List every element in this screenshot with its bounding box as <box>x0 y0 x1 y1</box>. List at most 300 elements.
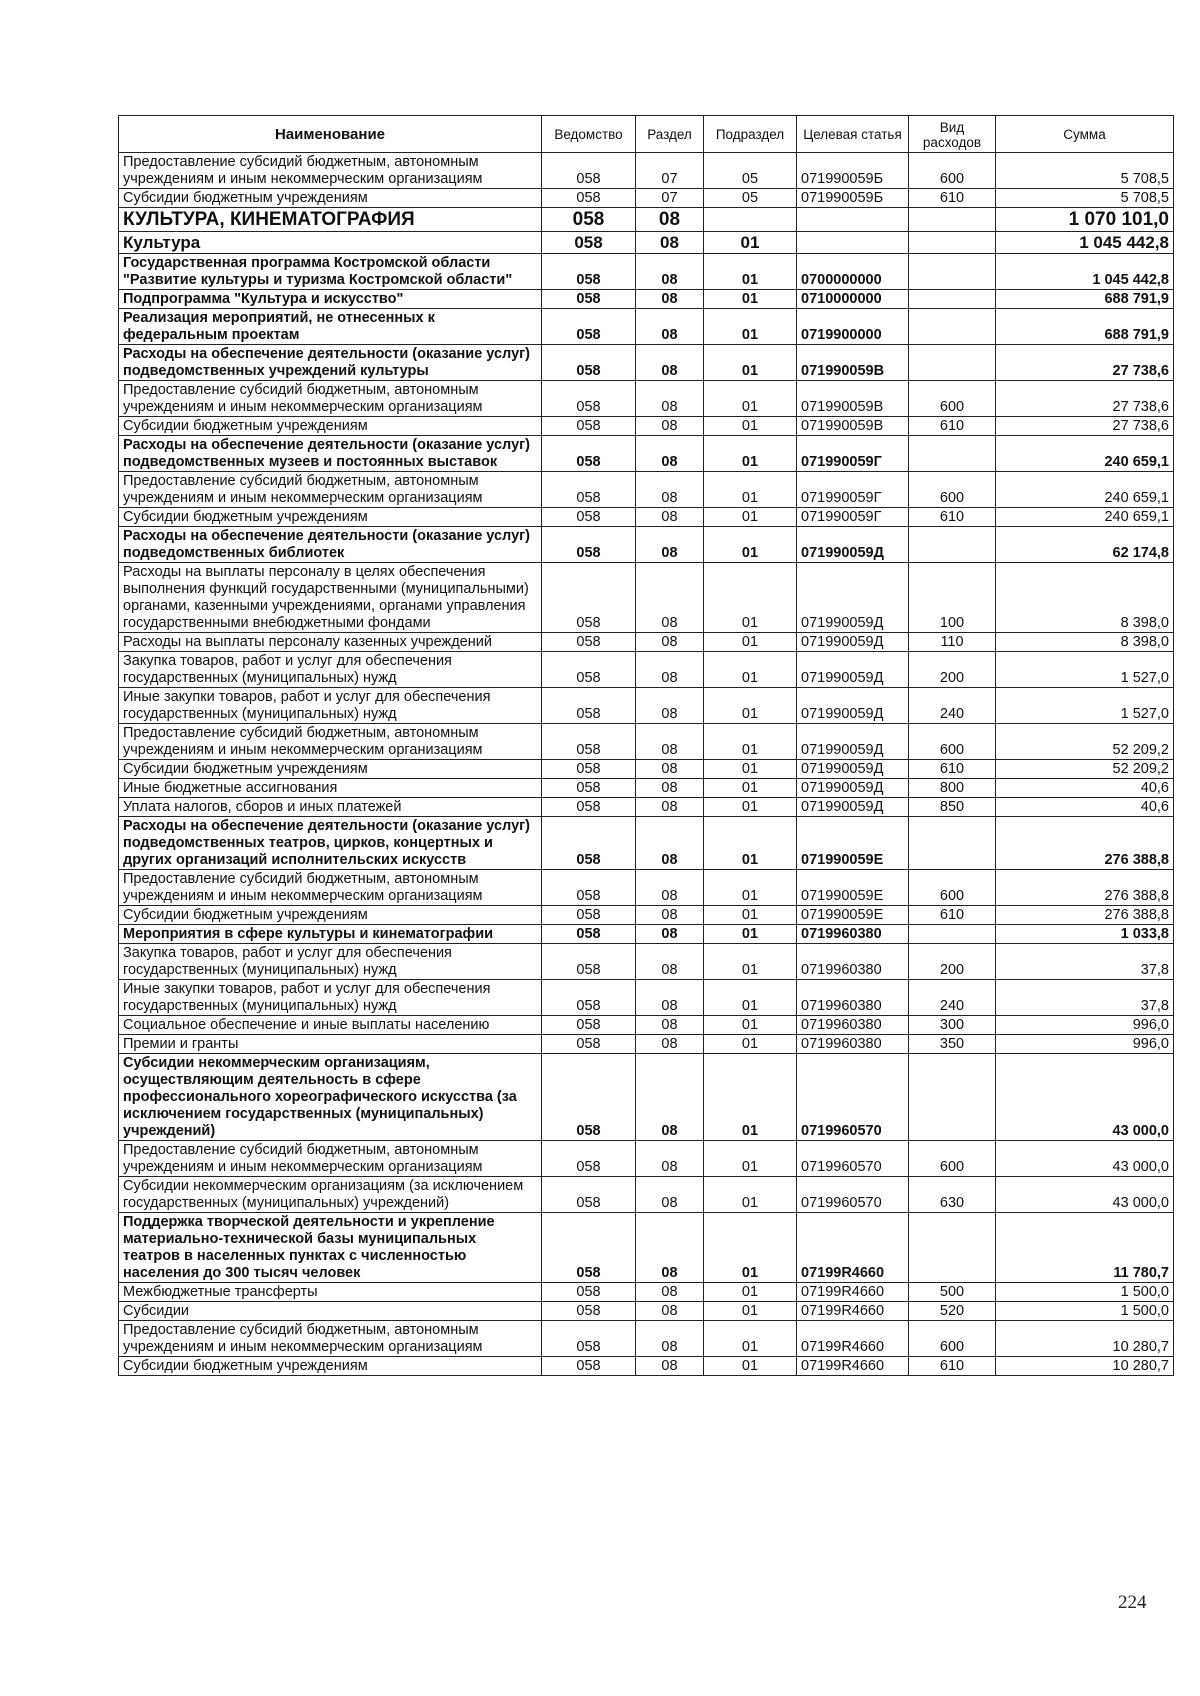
cell-name: Предоставление субсидий бюджетным, автономным учреждениям и иным некоммерческим организациям <box>119 870 542 906</box>
cell-section: 08 <box>636 1035 704 1054</box>
header-section: Раздел <box>636 116 704 153</box>
table-row <box>119 1321 1174 1357</box>
cell-subsection: 01 <box>704 527 797 563</box>
cell-type: 300 <box>909 1016 996 1035</box>
cell-section: 08 <box>636 1357 704 1376</box>
table-row <box>119 345 1174 381</box>
cell-sum: 40,6 <box>996 779 1174 798</box>
cell-name: Уплата налогов, сборов и иных платежей <box>119 798 542 817</box>
cell-subsection: 01 <box>704 652 797 688</box>
table-row <box>119 944 1174 980</box>
cell-section: 08 <box>636 870 704 906</box>
table-row <box>119 779 1174 798</box>
cell-sum: 276 388,8 <box>996 870 1174 906</box>
cell-sum: 27 738,6 <box>996 417 1174 436</box>
cell-name: КУЛЬТУРА, КИНЕМАТОГРАФИЯ <box>119 208 542 232</box>
cell-section: 08 <box>636 1321 704 1357</box>
cell-sum: 27 738,6 <box>996 345 1174 381</box>
cell-dept: 058 <box>542 1016 636 1035</box>
cell-target: 0700000000 <box>797 254 909 290</box>
header-sum: Сумма <box>996 116 1174 153</box>
cell-dept: 058 <box>542 254 636 290</box>
cell-section: 08 <box>636 760 704 779</box>
page-number: 224 <box>1118 1592 1147 1613</box>
cell-dept: 058 <box>542 870 636 906</box>
cell-section: 08 <box>636 563 704 633</box>
cell-type <box>909 254 996 290</box>
cell-subsection: 01 <box>704 1016 797 1035</box>
table-row <box>119 153 1174 189</box>
table-row <box>119 208 1174 232</box>
header-target: Целевая статья <box>797 116 909 153</box>
cell-sum: 37,8 <box>996 980 1174 1016</box>
table-row <box>119 309 1174 345</box>
cell-sum: 1 045 442,8 <box>996 254 1174 290</box>
cell-subsection: 01 <box>704 760 797 779</box>
cell-target: 071990059Д <box>797 652 909 688</box>
cell-type: 610 <box>909 417 996 436</box>
cell-sum: 688 791,9 <box>996 309 1174 345</box>
cell-target: 071990059Б <box>797 153 909 189</box>
cell-subsection: 01 <box>704 1283 797 1302</box>
cell-target: 07199R4660 <box>797 1357 909 1376</box>
cell-name: Поддержка творческой деятельности и укрепление материально-технической базы муниципальных театров в населенных пунктах с численностью населения до 300 тысяч человек <box>119 1213 542 1283</box>
cell-target: 0719960570 <box>797 1054 909 1141</box>
cell-section: 08 <box>636 436 704 472</box>
cell-section: 08 <box>636 254 704 290</box>
cell-dept: 058 <box>542 472 636 508</box>
cell-name: Предоставление субсидий бюджетным, автономным учреждениям и иным некоммерческим организациям <box>119 1141 542 1177</box>
cell-dept: 058 <box>542 1141 636 1177</box>
cell-subsection <box>704 208 797 232</box>
cell-name: Предоставление субсидий бюджетным, автономным учреждениям и иным некоммерческим организациям <box>119 472 542 508</box>
table-row <box>119 1016 1174 1035</box>
table-row <box>119 1177 1174 1213</box>
table-row <box>119 1213 1174 1283</box>
cell-sum: 8 398,0 <box>996 563 1174 633</box>
cell-subsection: 01 <box>704 436 797 472</box>
cell-type: 240 <box>909 688 996 724</box>
cell-type: 610 <box>909 189 996 208</box>
cell-section: 08 <box>636 906 704 925</box>
cell-subsection: 01 <box>704 870 797 906</box>
cell-subsection: 05 <box>704 153 797 189</box>
table-row <box>119 633 1174 652</box>
cell-dept: 058 <box>542 436 636 472</box>
cell-sum: 11 780,7 <box>996 1213 1174 1283</box>
cell-dept: 058 <box>542 309 636 345</box>
cell-target: 07199R4660 <box>797 1213 909 1283</box>
cell-dept: 058 <box>542 153 636 189</box>
cell-section: 08 <box>636 290 704 309</box>
table-row <box>119 290 1174 309</box>
cell-dept: 058 <box>542 779 636 798</box>
cell-dept: 058 <box>542 381 636 417</box>
header-subsection: Подраздел <box>704 116 797 153</box>
table-row <box>119 1302 1174 1321</box>
cell-subsection: 01 <box>704 1302 797 1321</box>
cell-subsection: 01 <box>704 1054 797 1141</box>
cell-name: Субсидии бюджетным учреждениям <box>119 417 542 436</box>
cell-type: 610 <box>909 906 996 925</box>
cell-section: 08 <box>636 1213 704 1283</box>
cell-name: Расходы на обеспечение деятельности (оказание услуг) подведомственных театров, цирков, концертных и других организаций исполнительских искусств <box>119 817 542 870</box>
cell-section: 08 <box>636 652 704 688</box>
cell-type: 600 <box>909 153 996 189</box>
cell-type <box>909 817 996 870</box>
cell-section: 08 <box>636 944 704 980</box>
cell-target: 071990059Б <box>797 189 909 208</box>
cell-type <box>909 208 996 232</box>
cell-subsection: 01 <box>704 688 797 724</box>
cell-section: 08 <box>636 417 704 436</box>
header-type: Вид расходов <box>909 116 996 153</box>
cell-dept: 058 <box>542 232 636 254</box>
table-row <box>119 652 1174 688</box>
cell-name: Субсидии бюджетным учреждениям <box>119 1357 542 1376</box>
cell-target: 071990059Е <box>797 870 909 906</box>
cell-dept: 058 <box>542 798 636 817</box>
cell-section: 08 <box>636 1302 704 1321</box>
cell-section: 08 <box>636 1016 704 1035</box>
cell-target: 071990059Г <box>797 472 909 508</box>
cell-sum: 240 659,1 <box>996 436 1174 472</box>
cell-type: 110 <box>909 633 996 652</box>
table-header-row <box>119 116 1174 153</box>
cell-dept: 058 <box>542 508 636 527</box>
cell-subsection: 01 <box>704 980 797 1016</box>
cell-dept: 058 <box>542 760 636 779</box>
cell-target: 071990059В <box>797 345 909 381</box>
header-dept: Ведомство <box>542 116 636 153</box>
cell-name: Межбюджетные трансферты <box>119 1283 542 1302</box>
cell-name: Предоставление субсидий бюджетным, автономным учреждениям и иным некоммерческим организациям <box>119 153 542 189</box>
cell-dept: 058 <box>542 906 636 925</box>
cell-sum: 276 388,8 <box>996 906 1174 925</box>
cell-dept: 058 <box>542 1357 636 1376</box>
cell-section: 08 <box>636 925 704 944</box>
cell-sum: 43 000,0 <box>996 1054 1174 1141</box>
cell-dept: 058 <box>542 189 636 208</box>
cell-target: 07199R4660 <box>797 1302 909 1321</box>
cell-target: 071990059Г <box>797 508 909 527</box>
cell-target: 071990059Д <box>797 724 909 760</box>
cell-target: 071990059Д <box>797 527 909 563</box>
cell-subsection: 01 <box>704 232 797 254</box>
cell-sum: 37,8 <box>996 944 1174 980</box>
table-row <box>119 189 1174 208</box>
table-row <box>119 1054 1174 1141</box>
cell-subsection: 01 <box>704 798 797 817</box>
cell-target: 07199R4660 <box>797 1321 909 1357</box>
cell-type <box>909 1213 996 1283</box>
cell-sum: 5 708,5 <box>996 189 1174 208</box>
cell-target: 0719960380 <box>797 1035 909 1054</box>
cell-sum: 1 500,0 <box>996 1283 1174 1302</box>
table-row <box>119 1035 1174 1054</box>
header-name: Наименование <box>119 116 542 153</box>
cell-dept: 058 <box>542 1177 636 1213</box>
cell-section: 08 <box>636 688 704 724</box>
table-body <box>119 153 1174 1376</box>
table-row <box>119 980 1174 1016</box>
cell-type: 850 <box>909 798 996 817</box>
cell-sum: 43 000,0 <box>996 1141 1174 1177</box>
cell-section: 08 <box>636 1283 704 1302</box>
cell-subsection: 01 <box>704 309 797 345</box>
cell-name: Иные закупки товаров, работ и услуг для обеспечения государственных (муниципальных) нужд <box>119 688 542 724</box>
cell-section: 07 <box>636 189 704 208</box>
cell-name: Закупка товаров, работ и услуг для обеспечения государственных (муниципальных) нужд <box>119 944 542 980</box>
cell-subsection: 01 <box>704 633 797 652</box>
cell-sum: 1 527,0 <box>996 688 1174 724</box>
cell-type <box>909 1054 996 1141</box>
cell-section: 08 <box>636 381 704 417</box>
cell-subsection: 01 <box>704 1357 797 1376</box>
cell-target: 071990059Е <box>797 817 909 870</box>
cell-section: 08 <box>636 1177 704 1213</box>
cell-sum: 1 045 442,8 <box>996 232 1174 254</box>
cell-target: 071990059Д <box>797 688 909 724</box>
table-row <box>119 870 1174 906</box>
cell-target: 0719960570 <box>797 1141 909 1177</box>
cell-sum: 52 209,2 <box>996 760 1174 779</box>
cell-name: Закупка товаров, работ и услуг для обеспечения государственных (муниципальных) нужд <box>119 652 542 688</box>
cell-name: Иные бюджетные ассигнования <box>119 779 542 798</box>
cell-subsection: 01 <box>704 817 797 870</box>
table-row <box>119 798 1174 817</box>
cell-target: 071990059В <box>797 381 909 417</box>
cell-section: 08 <box>636 527 704 563</box>
cell-target: 0719960380 <box>797 1016 909 1035</box>
cell-target: 071990059Д <box>797 563 909 633</box>
cell-type <box>909 232 996 254</box>
cell-dept: 058 <box>542 417 636 436</box>
cell-name: Субсидии бюджетным учреждениям <box>119 189 542 208</box>
cell-target: 0710000000 <box>797 290 909 309</box>
cell-subsection: 01 <box>704 925 797 944</box>
cell-dept: 058 <box>542 1054 636 1141</box>
cell-section: 08 <box>636 817 704 870</box>
table-row <box>119 436 1174 472</box>
cell-sum: 276 388,8 <box>996 817 1174 870</box>
cell-dept: 058 <box>542 345 636 381</box>
table-row <box>119 381 1174 417</box>
cell-type: 600 <box>909 724 996 760</box>
cell-type: 100 <box>909 563 996 633</box>
cell-section: 08 <box>636 1054 704 1141</box>
cell-type: 600 <box>909 870 996 906</box>
cell-type: 630 <box>909 1177 996 1213</box>
cell-section: 07 <box>636 153 704 189</box>
cell-subsection: 01 <box>704 1141 797 1177</box>
cell-target: 07199R4660 <box>797 1283 909 1302</box>
cell-target: 071990059Д <box>797 798 909 817</box>
table-row <box>119 688 1174 724</box>
cell-sum: 10 280,7 <box>996 1321 1174 1357</box>
cell-target: 0719900000 <box>797 309 909 345</box>
table-row <box>119 232 1174 254</box>
cell-type <box>909 290 996 309</box>
cell-target: 0719960380 <box>797 925 909 944</box>
cell-name: Социальное обеспечение и иные выплаты населению <box>119 1016 542 1035</box>
cell-name: Расходы на выплаты персоналу в целях обеспечения выполнения функций государственными (муниципальными) органами, казенными учреждениями, органами управления государственными внебюджетными фондами <box>119 563 542 633</box>
cell-name: Предоставление субсидий бюджетным, автономным учреждениям и иным некоммерческим организациям <box>119 1321 542 1357</box>
budget-document <box>118 115 1173 1376</box>
cell-sum: 1 527,0 <box>996 652 1174 688</box>
cell-name: Субсидии бюджетным учреждениям <box>119 906 542 925</box>
cell-type: 520 <box>909 1302 996 1321</box>
cell-type <box>909 436 996 472</box>
cell-sum: 52 209,2 <box>996 724 1174 760</box>
cell-section: 08 <box>636 508 704 527</box>
cell-dept: 058 <box>542 817 636 870</box>
cell-name: Предоставление субсидий бюджетным, автономным учреждениям и иным некоммерческим организациям <box>119 724 542 760</box>
cell-target: 071990059Д <box>797 779 909 798</box>
cell-subsection: 05 <box>704 189 797 208</box>
cell-sum: 62 174,8 <box>996 527 1174 563</box>
cell-subsection: 01 <box>704 381 797 417</box>
table-row <box>119 906 1174 925</box>
cell-dept: 058 <box>542 1283 636 1302</box>
table-row <box>119 925 1174 944</box>
cell-dept: 058 <box>542 1321 636 1357</box>
cell-name: Иные закупки товаров, работ и услуг для обеспечения государственных (муниципальных) нужд <box>119 980 542 1016</box>
cell-name: Государственная программа Костромской области "Развитие культуры и туризма Костромской области" <box>119 254 542 290</box>
cell-name: Расходы на обеспечение деятельности (оказание услуг) подведомственных учреждений культуры <box>119 345 542 381</box>
cell-dept: 058 <box>542 980 636 1016</box>
cell-type: 600 <box>909 472 996 508</box>
cell-subsection: 01 <box>704 345 797 381</box>
table-row <box>119 417 1174 436</box>
cell-sum: 240 659,1 <box>996 508 1174 527</box>
cell-name: Премии и гранты <box>119 1035 542 1054</box>
cell-sum: 688 791,9 <box>996 290 1174 309</box>
cell-section: 08 <box>636 1141 704 1177</box>
cell-type: 200 <box>909 652 996 688</box>
cell-type <box>909 309 996 345</box>
cell-type: 200 <box>909 944 996 980</box>
cell-dept: 058 <box>542 208 636 232</box>
cell-type: 600 <box>909 1321 996 1357</box>
cell-dept: 058 <box>542 290 636 309</box>
cell-target <box>797 232 909 254</box>
cell-type <box>909 527 996 563</box>
cell-type: 240 <box>909 980 996 1016</box>
cell-sum: 10 280,7 <box>996 1357 1174 1376</box>
cell-target <box>797 208 909 232</box>
cell-sum: 40,6 <box>996 798 1174 817</box>
cell-sum: 5 708,5 <box>996 153 1174 189</box>
cell-name: Расходы на обеспечение деятельности (оказание услуг) подведомственных библиотек <box>119 527 542 563</box>
cell-subsection: 01 <box>704 1035 797 1054</box>
cell-name: Субсидии бюджетным учреждениям <box>119 760 542 779</box>
cell-dept: 058 <box>542 1035 636 1054</box>
cell-type: 600 <box>909 1141 996 1177</box>
cell-dept: 058 <box>542 1213 636 1283</box>
cell-type: 600 <box>909 381 996 417</box>
cell-target: 0719960380 <box>797 944 909 980</box>
cell-subsection: 01 <box>704 254 797 290</box>
cell-subsection: 01 <box>704 472 797 508</box>
cell-type: 350 <box>909 1035 996 1054</box>
cell-type: 500 <box>909 1283 996 1302</box>
table-row <box>119 760 1174 779</box>
cell-name: Субсидии бюджетным учреждениям <box>119 508 542 527</box>
cell-name: Расходы на выплаты персоналу казенных учреждений <box>119 633 542 652</box>
cell-subsection: 01 <box>704 944 797 980</box>
table-row <box>119 508 1174 527</box>
cell-dept: 058 <box>542 724 636 760</box>
cell-sum: 43 000,0 <box>996 1177 1174 1213</box>
cell-name: Предоставление субсидий бюджетным, автономным учреждениям и иным некоммерческим организациям <box>119 381 542 417</box>
cell-section: 08 <box>636 208 704 232</box>
cell-name: Субсидии <box>119 1302 542 1321</box>
cell-subsection: 01 <box>704 290 797 309</box>
table-row <box>119 1357 1174 1376</box>
table-row <box>119 527 1174 563</box>
cell-section: 08 <box>636 472 704 508</box>
cell-type: 610 <box>909 1357 996 1376</box>
cell-sum: 1 033,8 <box>996 925 1174 944</box>
cell-section: 08 <box>636 633 704 652</box>
cell-name: Подпрограмма "Культура и искусство" <box>119 290 542 309</box>
cell-section: 08 <box>636 724 704 760</box>
cell-subsection: 01 <box>704 1321 797 1357</box>
table-row <box>119 724 1174 760</box>
table-row <box>119 563 1174 633</box>
cell-target: 071990059Г <box>797 436 909 472</box>
cell-type: 800 <box>909 779 996 798</box>
cell-name: Субсидии некоммерческим организациям (за исключением государственных (муниципальных) учреждений) <box>119 1177 542 1213</box>
cell-target: 0719960380 <box>797 980 909 1016</box>
cell-type <box>909 345 996 381</box>
cell-name: Реализация мероприятий, не отнесенных к федеральным проектам <box>119 309 542 345</box>
cell-sum: 8 398,0 <box>996 633 1174 652</box>
table-row <box>119 472 1174 508</box>
cell-section: 08 <box>636 345 704 381</box>
cell-type: 610 <box>909 508 996 527</box>
cell-sum: 996,0 <box>996 1016 1174 1035</box>
cell-dept: 058 <box>542 527 636 563</box>
cell-section: 08 <box>636 798 704 817</box>
cell-sum: 1 500,0 <box>996 1302 1174 1321</box>
cell-target: 071990059В <box>797 417 909 436</box>
cell-type <box>909 925 996 944</box>
cell-dept: 058 <box>542 652 636 688</box>
cell-section: 08 <box>636 779 704 798</box>
cell-subsection: 01 <box>704 508 797 527</box>
budget-table <box>118 115 1174 1376</box>
cell-dept: 058 <box>542 563 636 633</box>
table-row <box>119 1141 1174 1177</box>
cell-name: Субсидии некоммерческим организациям, осуществляющим деятельность в сфере профессионального хореографического искусства (за исключением государственных (муниципальных) учреждений) <box>119 1054 542 1141</box>
cell-target: 0719960570 <box>797 1177 909 1213</box>
table-row <box>119 1283 1174 1302</box>
cell-target: 071990059Е <box>797 906 909 925</box>
cell-sum: 27 738,6 <box>996 381 1174 417</box>
cell-subsection: 01 <box>704 906 797 925</box>
cell-name: Мероприятия в сфере культуры и кинематографии <box>119 925 542 944</box>
cell-section: 08 <box>636 232 704 254</box>
cell-name: Культура <box>119 232 542 254</box>
cell-subsection: 01 <box>704 563 797 633</box>
cell-sum: 240 659,1 <box>996 472 1174 508</box>
cell-section: 08 <box>636 980 704 1016</box>
cell-subsection: 01 <box>704 1213 797 1283</box>
cell-sum: 1 070 101,0 <box>996 208 1174 232</box>
cell-dept: 058 <box>542 925 636 944</box>
